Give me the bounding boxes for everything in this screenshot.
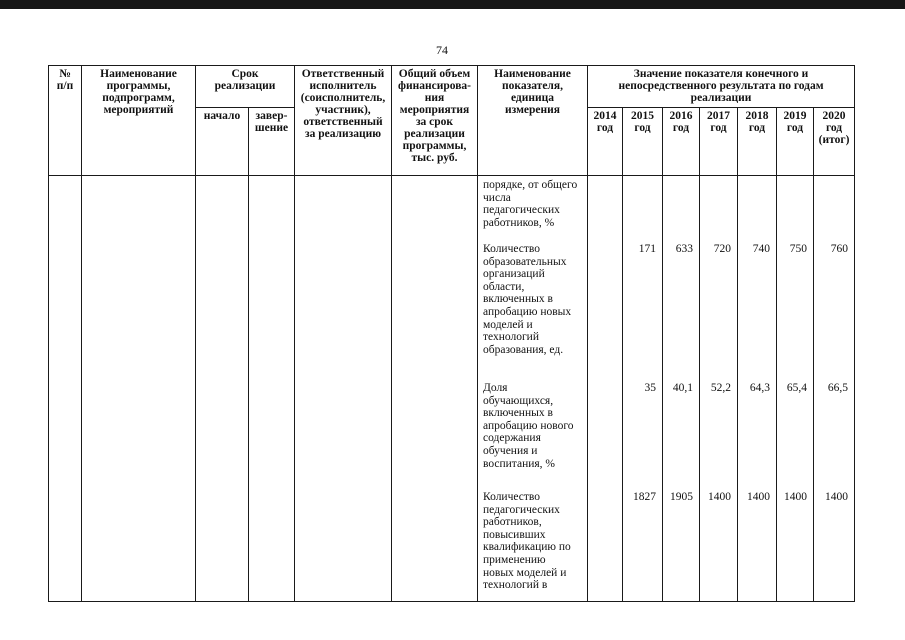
cell-year-2018 [738, 176, 777, 602]
value: 1905 [670, 491, 693, 503]
cell-number [49, 176, 82, 602]
cell-end [249, 176, 295, 602]
value [738, 179, 770, 243]
header-period: Срок реализации [196, 66, 295, 108]
scan-top-edge [0, 0, 905, 9]
page-number: 74 [436, 43, 448, 57]
header-year-2020: 2020 год (итог) [814, 108, 855, 176]
value [663, 179, 693, 243]
cell-year-2014 [588, 176, 623, 602]
value: 65,4 [786, 382, 807, 394]
value: 66,5 [827, 382, 849, 394]
header-year-2019: 2019 год [777, 108, 814, 176]
value [588, 179, 616, 243]
cell-year-2016 [663, 176, 700, 602]
value [814, 179, 848, 243]
header-year-2017: 2017 год [700, 108, 738, 176]
value: 1400 [825, 491, 849, 503]
header-values-title: Значение показателя конечного и непосредственного результата по годам реализации [588, 66, 855, 108]
header-program-name: Наименование программы, подпрограмм, мероприятий [82, 66, 196, 176]
value [588, 382, 616, 491]
body-row [49, 176, 855, 602]
cell-funding [392, 176, 478, 602]
cell-year-2020 [814, 176, 855, 602]
cell-start [196, 176, 249, 602]
header-end: завер- шение [249, 108, 295, 176]
value [777, 179, 807, 243]
value: 1400 [784, 491, 807, 503]
indicator-text: Количество педагогических работников, повысивших квалификацию по применению новых моделей и технологий в [483, 491, 571, 592]
value: 40,1 [672, 382, 693, 394]
header-row-1 [49, 66, 855, 108]
cell-responsible [295, 176, 392, 602]
value: 633 [675, 243, 693, 255]
header-year-2016: 2016 год [663, 108, 700, 176]
cell-year-2019 [777, 176, 814, 602]
value: 171 [638, 243, 656, 255]
header-funding: Общий объем финансирова- ния мероприятия за срок реализации программы, тыс. руб. [392, 66, 478, 176]
cell-indicators [478, 176, 588, 602]
cell-year-2017 [700, 176, 738, 602]
header-responsible: Ответственный исполнитель (соисполнитель, участник), ответственный за реализацию [295, 66, 392, 176]
value [623, 179, 656, 243]
header-number: № п/п [49, 66, 82, 176]
header-year-2014: 2014 год [588, 108, 623, 176]
header-year-2015: 2015 год [623, 108, 663, 176]
value: 35 [644, 382, 656, 394]
cell-program-name [82, 176, 196, 602]
value: 720 [713, 243, 731, 255]
indicator-text: Количество образовательных организаций области, включенных в апробацию новых моделей и технологий образования, ед. [483, 243, 572, 356]
header-start: начало [196, 108, 249, 176]
value: 1400 [708, 491, 731, 503]
indicator-text: порядке, от общего числа педагогических работников, % [483, 179, 578, 229]
value [588, 243, 616, 382]
indicator-table [48, 65, 855, 602]
value [700, 179, 731, 243]
value: 1400 [747, 491, 770, 503]
value: 52,2 [710, 382, 731, 394]
value: 750 [789, 243, 807, 255]
value: 1827 [633, 491, 656, 503]
value: 740 [752, 243, 770, 255]
indicator-text: Доля обучающихся, включенных в апробацию нового содержания обучения и воспитания, % [483, 382, 574, 470]
value: 760 [830, 243, 849, 255]
header-year-2018: 2018 год [738, 108, 777, 176]
indicator-table-wrapper [48, 65, 855, 602]
header-indicator: Наименование показателя, единица измерения [478, 66, 588, 176]
value: 64,3 [749, 382, 770, 394]
cell-year-2015 [623, 176, 663, 602]
